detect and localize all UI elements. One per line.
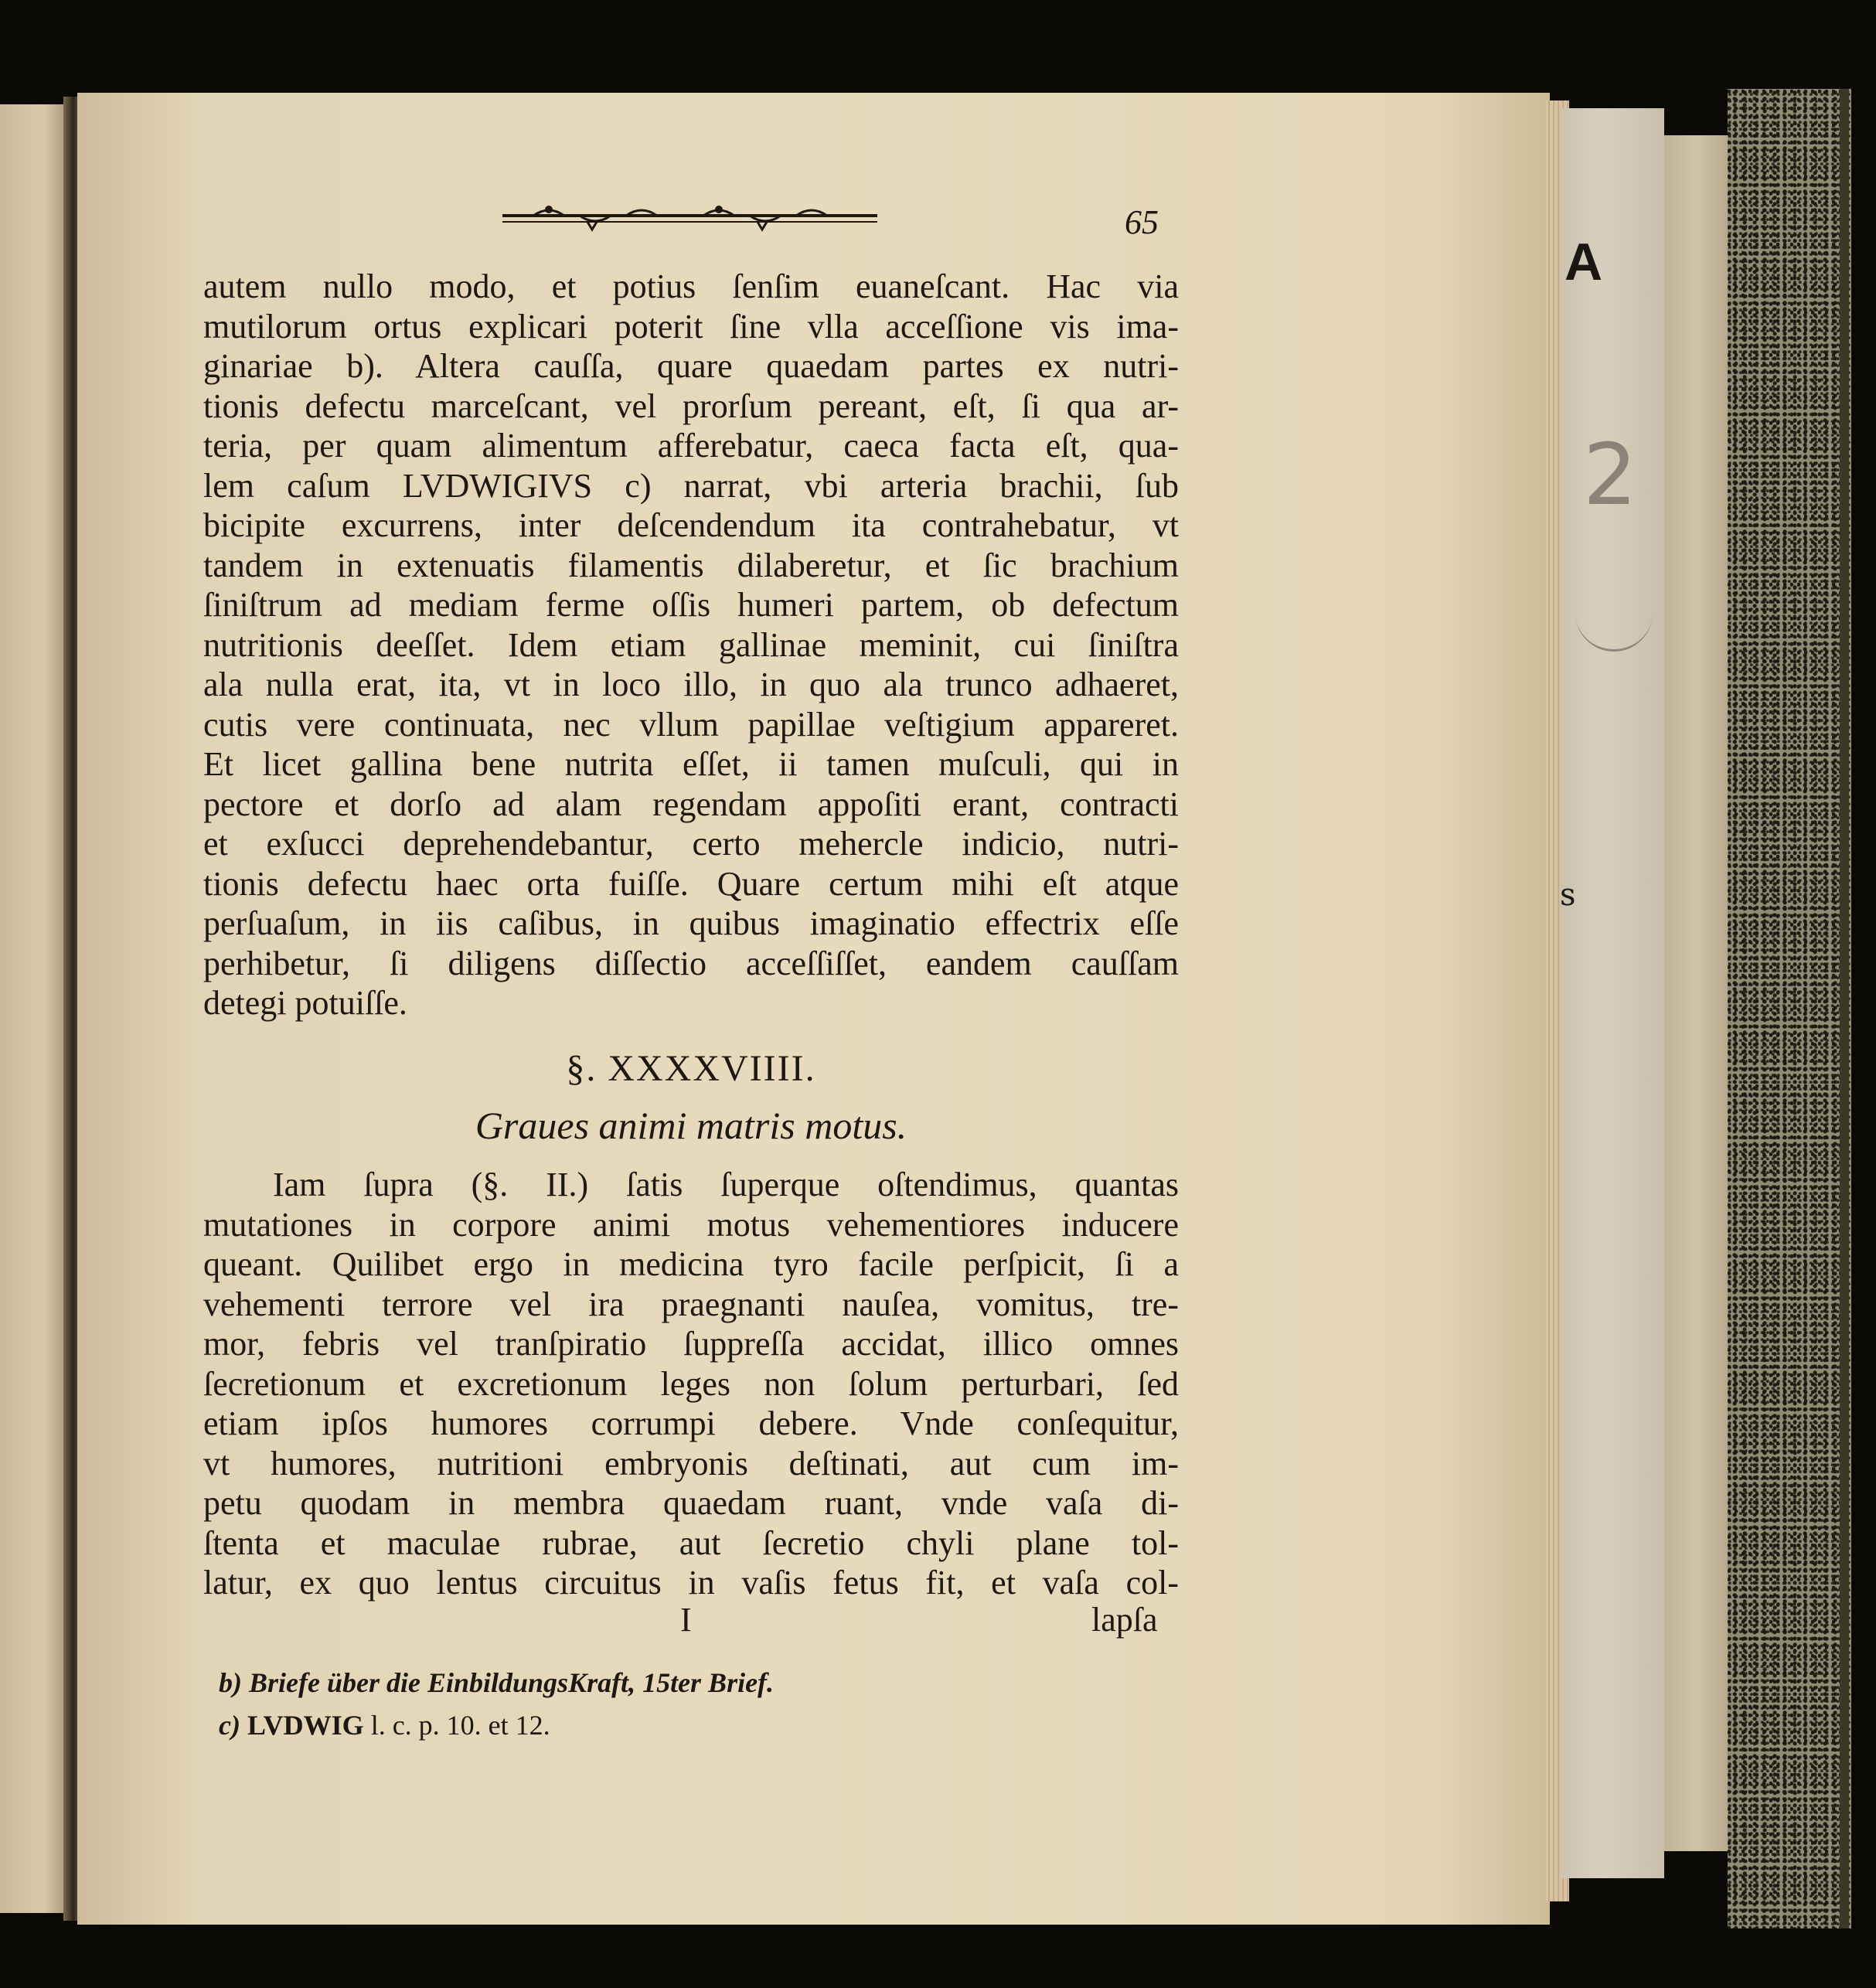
insert-number: 2 bbox=[1583, 425, 1637, 524]
text-line: Iam ſupra (§. II.) ſatis ſuperque oſtendimus, quantas bbox=[273, 1166, 1179, 1203]
section-subtitle: Graues animi matris motus. bbox=[475, 1104, 907, 1147]
section-heading: §. XXXXVIIII. bbox=[566, 1048, 816, 1089]
footnote-text: Briefe über die EinbildungsKraft, 15ter Brief. bbox=[249, 1667, 775, 1698]
text-line: mutilorum ortus explicari poterit ſine vlla acceſſione vis ima- bbox=[203, 307, 1179, 346]
paragraph-1 bbox=[203, 267, 1179, 1023]
text-line: vt humores, nutritioni embryonis deſtinati, aut cum im- bbox=[203, 1444, 1179, 1482]
text-line: teria, per quam alimentum afferebatur, caeca facta eſt, qua- bbox=[203, 427, 1179, 465]
text-line: queant. Quilibet ergo in medicina tyro facile perſpicit, ſi a bbox=[203, 1245, 1179, 1283]
text-line: cutis vere continuata, nec vllum papillae veſtigium appareret. bbox=[203, 705, 1179, 744]
paragraph-2 bbox=[203, 1165, 1179, 1603]
footnote-marker: b) bbox=[219, 1667, 242, 1698]
footnote-b bbox=[219, 1662, 774, 1704]
text-line: tandem in extenuatis filamentis dilaberetur, et ſic brachium bbox=[203, 546, 1179, 584]
text-line: lem caſum LVDWIGIVS c) narrat, vbi arteria brachii, ſub bbox=[203, 466, 1179, 505]
text-line: mutationes in corpore animi motus vehementiores inducere bbox=[203, 1205, 1179, 1244]
text-line: et exſucci deprehendebantur, certo mehercle indicio, nutri- bbox=[203, 825, 1179, 863]
text-line: latur, ex quo lentus circuitus in vaſis fetus fit, et vaſa col- bbox=[203, 1564, 1179, 1602]
insert-mark: s bbox=[1560, 877, 1576, 913]
catchword: lapſa bbox=[1091, 1601, 1158, 1639]
marbled-cover bbox=[1728, 89, 1851, 1928]
footnote-author: LVDWIG bbox=[247, 1710, 364, 1741]
text-line: ſiniſtrum ad mediam ferme oſſis humeri partem, ob defectum bbox=[203, 586, 1179, 624]
text-line: ſtenta et maculae rubrae, aut ſecretio chyli plane tol- bbox=[203, 1523, 1179, 1562]
footnote-text: l. c. p. 10. et 12. bbox=[370, 1710, 550, 1741]
text-line: ſecretionum et excretionum leges non ſolum perturbari, ſed bbox=[203, 1364, 1179, 1403]
text-line: mor, febris vel tranſpiratio ſuppreſſa accidat, illico omnes bbox=[203, 1325, 1179, 1363]
text-line: pectore et dorſo ad alam regendam appoſiti erant, contracti bbox=[203, 785, 1179, 823]
text-line: Et licet gallina bene nutrita eſſet, ii tamen muſculi, qui in bbox=[203, 745, 1179, 783]
footnote-c bbox=[219, 1704, 774, 1747]
text-line: ala nulla erat, ita, vt in loco illo, in quo ala trunco adhaeret, bbox=[203, 666, 1179, 703]
inserted-sheet-back bbox=[1662, 135, 1731, 1851]
text-line: perhibetur, ſi diligens diſſectio acceſſiſſet, eandem cauſſam bbox=[203, 944, 1179, 982]
text-line: tionis defectu haec orta fuiſſe. Quare certum mihi eſt atque bbox=[203, 864, 1179, 903]
inserted-sheet bbox=[1560, 108, 1664, 1878]
page-body bbox=[203, 267, 1179, 1602]
text-line: petu quodam in membra quaedam ruant, vnde vaſa di- bbox=[203, 1484, 1179, 1522]
signature-mark: I bbox=[680, 1601, 692, 1639]
text-line: detegi potuiſſe. bbox=[203, 984, 407, 1022]
text-line: etiam ipſos humores corrumpi debere. Vnde conſequitur, bbox=[203, 1404, 1179, 1442]
text-line: nutritionis deeſſet. Idem etiam gallinae meminit, cui ſiniſtra bbox=[203, 625, 1179, 664]
page-number: 65 bbox=[1125, 203, 1159, 241]
text-line: autem nullo modo, et potius ſenſim euaneſcant. Hac via bbox=[203, 267, 1179, 305]
left-page-edge bbox=[0, 104, 73, 1913]
cover-edge bbox=[1840, 89, 1849, 1928]
text-line: vehementi terrore vel ira praegnanti nauſea, vomitus, tre- bbox=[203, 1285, 1179, 1323]
text-line: tionis defectu marceſcant, vel prorſum pereant, eſt, ſi qua ar- bbox=[203, 386, 1179, 425]
footnotes bbox=[219, 1662, 774, 1747]
text-line: bicipite excurrens, inter deſcendendum ita contrahebatur, vt bbox=[203, 506, 1179, 544]
text-line: perſuaſum, in iis caſibus, in quibus imaginatio effectrix eſſe bbox=[203, 904, 1179, 942]
insert-curve-mark bbox=[1575, 549, 1653, 652]
insert-letter: A bbox=[1564, 233, 1603, 291]
text-line: ginariae b). Altera cauſſa, quare quaedam partes ex nutri- bbox=[203, 347, 1179, 385]
footnote-marker: c) bbox=[219, 1710, 240, 1741]
ornament-rule-icon bbox=[502, 205, 877, 233]
